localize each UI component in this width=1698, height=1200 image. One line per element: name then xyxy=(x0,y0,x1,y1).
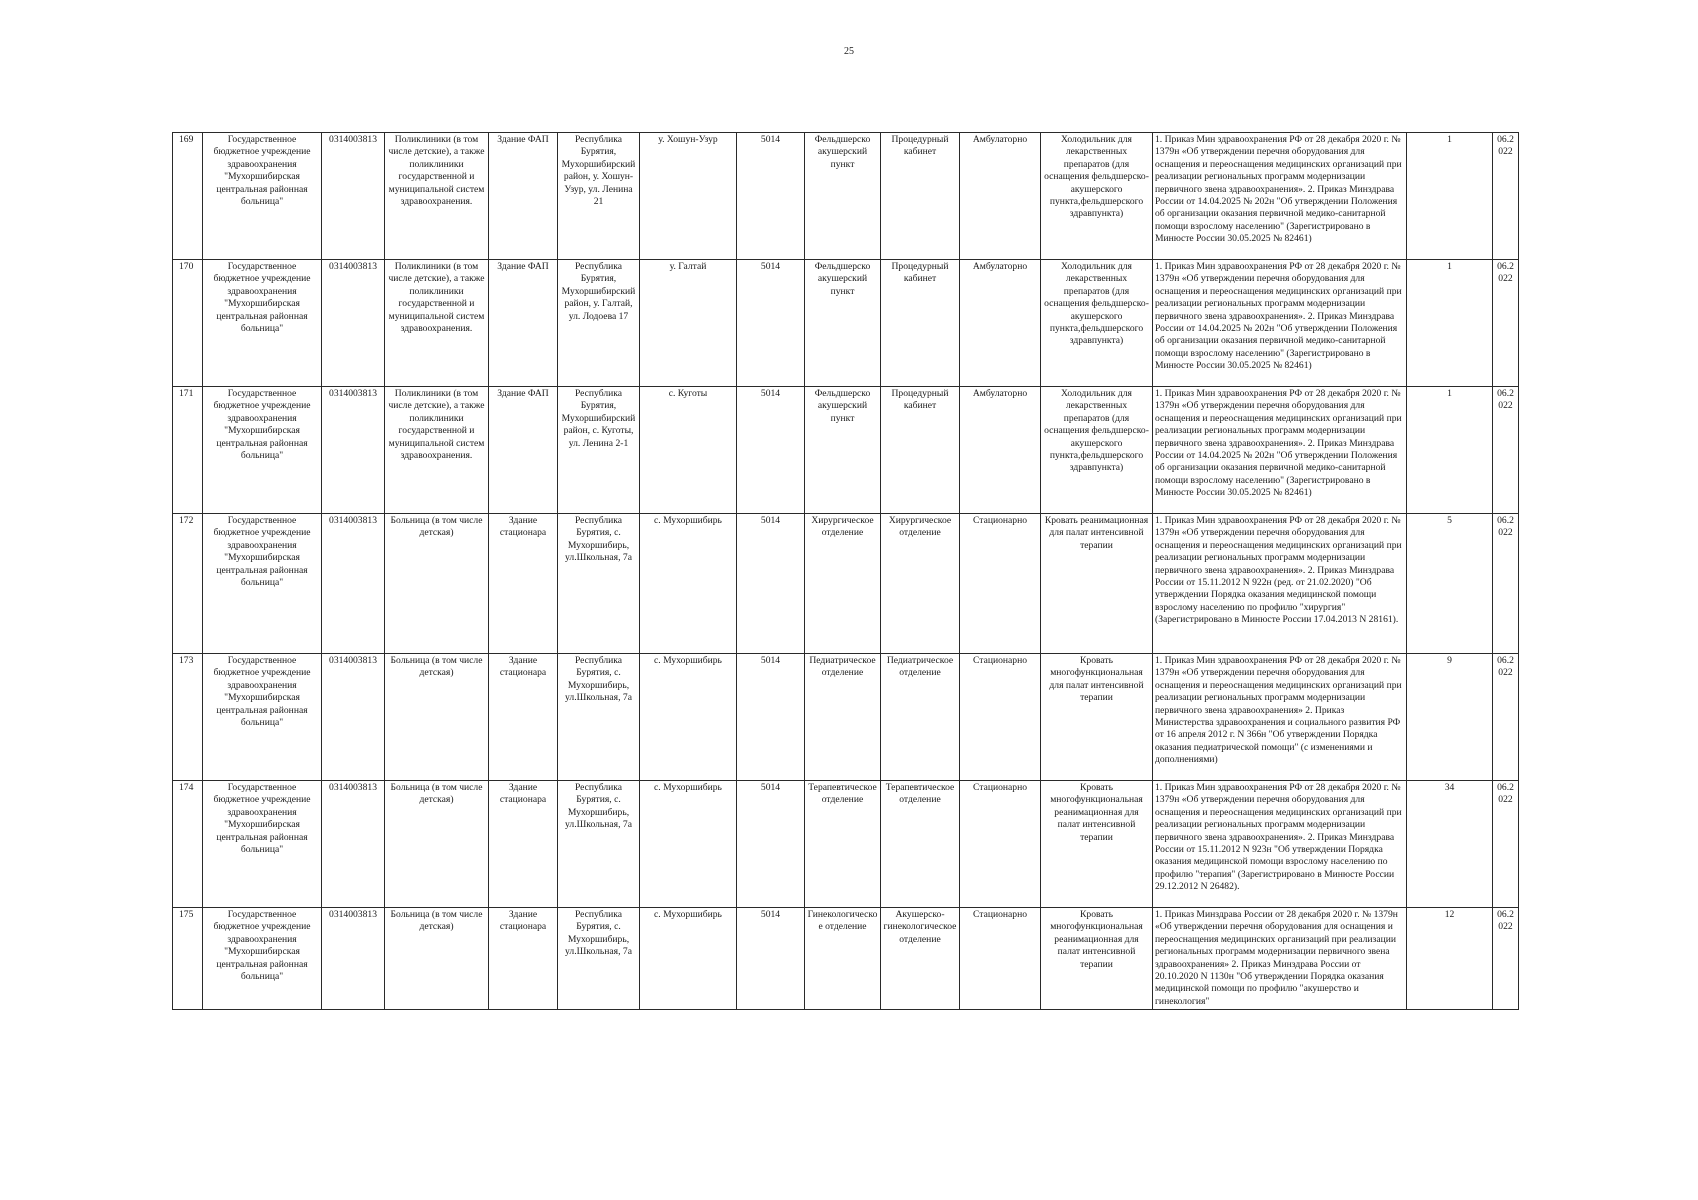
cell-equipment: Кровать многофункциональная реанимационная для палат интенсивной терапии xyxy=(1041,781,1153,908)
cell-num: 169 xyxy=(173,133,203,260)
cell-locality: с. Мухоршибирь xyxy=(640,781,737,908)
cell-inn: 0314003813 xyxy=(322,133,385,260)
equipment-table xyxy=(172,132,1519,1010)
cell-unit: Фельдшерско акушерский пункт xyxy=(805,260,881,387)
table-row xyxy=(173,133,1519,260)
cell-basis: 1. Приказ Мин здравоохранения РФ от 28 декабря 2020 г. № 1379н «Об утверждении перечня оборудования для оснащения и переоснащения медицинских организаций при реализации региональных программ модернизации первичного звена здравоохранения». 2. Приказ Минздрава России от 14.04.2025 № 202н "Об утверждении Положения об организации оказания первичной медико-санитарной помощи взрослому населению" (Зарегистрировано в Минюсте России 30.05.2025 № 82461) xyxy=(1153,133,1407,260)
cell-room: Процедурный кабинет xyxy=(881,133,960,260)
cell-org: Государственное бюджетное учреждение здравоохранения "Мухоршибирская центральная районная больница" xyxy=(203,654,322,781)
cell-date: 06.2022 xyxy=(1493,781,1519,908)
cell-equipment: Кровать многофункциональная реанимационная для палат интенсивной терапии xyxy=(1041,908,1153,1010)
cell-locality: у. Галтай xyxy=(640,260,737,387)
cell-building: Здание стационара xyxy=(489,781,558,908)
cell-building: Здание стационара xyxy=(489,654,558,781)
cell-room: Педиатрическое отделение xyxy=(881,654,960,781)
cell-building: Здание ФАП xyxy=(489,260,558,387)
cell-qty: 12 xyxy=(1407,908,1493,1010)
cell-num: 173 xyxy=(173,654,203,781)
cell-equipment: Кровать многофункциональная для палат интенсивной терапии xyxy=(1041,654,1153,781)
cell-code: 5014 xyxy=(737,260,805,387)
cell-room: Хирургическое отделение xyxy=(881,514,960,654)
cell-org: Государственное бюджетное учреждение здравоохранения "Мухоршибирская центральная районная больница" xyxy=(203,260,322,387)
cell-basis: 1. Приказ Мин здравоохранения РФ от 28 декабря 2020 г. № 1379н «Об утверждении перечня оборудования для оснащения и переоснащения медицинских организаций при реализации региональных программ модернизации первичного звена здравоохранения». 2. Приказ Минздрава России от 14.04.2025 № 202н "Об утверждении Положения об организации оказания первичной медико-санитарной помощи взрослому населению" (Зарегистрировано в Минюсте России 30.05.2025 № 82461) xyxy=(1153,260,1407,387)
cell-type: Больница (в том числе детская) xyxy=(385,908,489,1010)
cell-unit: Фельдшерско акушерский пункт xyxy=(805,387,881,514)
cell-qty: 1 xyxy=(1407,260,1493,387)
cell-address: Республика Бурятия, с. Мухоршибирь, ул.Школьная, 7а xyxy=(558,514,640,654)
cell-inn: 0314003813 xyxy=(322,387,385,514)
table-row xyxy=(173,260,1519,387)
cell-locality: с. Мухоршибирь xyxy=(640,654,737,781)
cell-room: Терапевтическое отделение xyxy=(881,781,960,908)
cell-date: 06.2022 xyxy=(1493,514,1519,654)
cell-equipment: Холодильник для лекарственных препаратов (для оснащения фельдшерско-акушерского пункта,фельдшерского здравпункта) xyxy=(1041,133,1153,260)
cell-code: 5014 xyxy=(737,781,805,908)
cell-building: Здание ФАП xyxy=(489,133,558,260)
cell-date: 06.2022 xyxy=(1493,654,1519,781)
cell-unit: Хирургическое отделение xyxy=(805,514,881,654)
cell-num: 172 xyxy=(173,514,203,654)
cell-inn: 0314003813 xyxy=(322,654,385,781)
cell-org: Государственное бюджетное учреждение здравоохранения "Мухоршибирская центральная районная больница" xyxy=(203,514,322,654)
cell-qty: 1 xyxy=(1407,133,1493,260)
cell-address: Республика Бурятия, с. Мухоршибирь, ул.Школьная, 7а xyxy=(558,908,640,1010)
cell-inn: 0314003813 xyxy=(322,260,385,387)
cell-org: Государственное бюджетное учреждение здравоохранения "Мухоршибирская центральная районная больница" xyxy=(203,387,322,514)
cell-room: Процедурный кабинет xyxy=(881,387,960,514)
cell-num: 174 xyxy=(173,781,203,908)
cell-inn: 0314003813 xyxy=(322,514,385,654)
cell-building: Здание стационара xyxy=(489,908,558,1010)
cell-type: Больница (в том числе детская) xyxy=(385,654,489,781)
cell-address: Республика Бурятия, Мухоршибирский район, с. Куготы, ул. Ленина 2-1 xyxy=(558,387,640,514)
cell-unit: Гинекологическое отделение xyxy=(805,908,881,1010)
cell-unit: Фельдшерско акушерский пункт xyxy=(805,133,881,260)
cell-num: 171 xyxy=(173,387,203,514)
page-number: 25 xyxy=(844,46,854,57)
cell-basis: 1. Приказ Мин здравоохранения РФ от 28 декабря 2020 г. № 1379н «Об утверждении перечня оборудования для оснащения и переоснащения медицинских организаций при реализации региональных программ модернизации первичного звена здравоохранения» 2. Приказ Министерства здравоохранения и социального развития РФ от 16 апреля 2012 г. N 366н "Об утверждении Порядка оказания педиатрической помощи" (с изменениями и дополнениями) xyxy=(1153,654,1407,781)
cell-equipment: Кровать реанимационная для палат интенсивной терапии xyxy=(1041,514,1153,654)
cell-org: Государственное бюджетное учреждение здравоохранения "Мухоршибирская центральная районная больница" xyxy=(203,908,322,1010)
cell-date: 06.2022 xyxy=(1493,260,1519,387)
cell-basis: 1. Приказ Мин здравоохранения РФ от 28 декабря 2020 г. № 1379н «Об утверждении перечня оборудования для оснащения и переоснащения медицинских организаций при реализации региональных программ модернизации первичного звена здравоохранения». 2. Приказ Минздрава России от 15.11.2012 N 923н "Об утверждении Порядка оказания медицинской помощи взрослому населению по профилю "терапия" (Зарегистрировано в Минюсте России 29.12.2012 N 26482). xyxy=(1153,781,1407,908)
cell-code: 5014 xyxy=(737,387,805,514)
cell-code: 5014 xyxy=(737,654,805,781)
cell-address: Республика Бурятия, с. Мухоршибирь, ул.Школьная, 7а xyxy=(558,654,640,781)
cell-qty: 9 xyxy=(1407,654,1493,781)
cell-basis: 1. Приказ Мин здравоохранения РФ от 28 декабря 2020 г. № 1379н «Об утверждении перечня оборудования для оснащения и переоснащения медицинских организаций при реализации региональных программ модернизации первичного звена здравоохранения». 2. Приказ Минздрава России от 15.11.2012 N 922н (ред. от 21.02.2020) "Об утверждении Порядка оказания медицинской помощи взрослому населению по профилю "хирургия" (Зарегистрировано в Минюсте России 17.04.2013 N 28161). xyxy=(1153,514,1407,654)
table-body xyxy=(173,133,1519,1010)
cell-locality: с. Мухоршибирь xyxy=(640,908,737,1010)
cell-code: 5014 xyxy=(737,133,805,260)
cell-type: Больница (в том числе детская) xyxy=(385,781,489,908)
cell-org: Государственное бюджетное учреждение здравоохранения "Мухоршибирская центральная районная больница" xyxy=(203,133,322,260)
cell-type: Больница (в том числе детская) xyxy=(385,514,489,654)
cell-mode: Амбулаторно xyxy=(960,133,1041,260)
cell-mode: Стационарно xyxy=(960,908,1041,1010)
cell-num: 170 xyxy=(173,260,203,387)
cell-mode: Амбулаторно xyxy=(960,387,1041,514)
cell-qty: 5 xyxy=(1407,514,1493,654)
cell-locality: у. Хошун-Узур xyxy=(640,133,737,260)
cell-building: Здание стационара xyxy=(489,514,558,654)
cell-code: 5014 xyxy=(737,908,805,1010)
cell-equipment: Холодильник для лекарственных препаратов (для оснащения фельдшерско-акушерского пункта,фельдшерского здравпункта) xyxy=(1041,387,1153,514)
table-row xyxy=(173,387,1519,514)
cell-mode: Стационарно xyxy=(960,514,1041,654)
cell-basis: 1. Приказ Мин здравоохранения РФ от 28 декабря 2020 г. № 1379н «Об утверждении перечня оборудования для оснащения и переоснащения медицинских организаций при реализации региональных программ модернизации первичного звена здравоохранения». 2. Приказ Минздрава России от 14.04.2025 № 202н "Об утверждении Положения об организации оказания первичной медико-санитарной помощи взрослому населению" (Зарегистрировано в Минюсте России 30.05.2025 № 82461) xyxy=(1153,387,1407,514)
cell-date: 06.2022 xyxy=(1493,908,1519,1010)
cell-locality: с. Куготы xyxy=(640,387,737,514)
cell-locality: с. Мухоршибирь xyxy=(640,514,737,654)
cell-mode: Стационарно xyxy=(960,654,1041,781)
cell-type: Поликлиники (в том числе детские), а также поликлиники государственной и муниципальной систем здравоохранения. xyxy=(385,260,489,387)
cell-equipment: Холодильник для лекарственных препаратов (для оснащения фельдшерско-акушерского пункта,фельдшерского здравпункта) xyxy=(1041,260,1153,387)
cell-building: Здание ФАП xyxy=(489,387,558,514)
cell-unit: Педиатрическое отделение xyxy=(805,654,881,781)
cell-address: Республика Бурятия, с. Мухоршибирь, ул.Школьная, 7а xyxy=(558,781,640,908)
table-row xyxy=(173,514,1519,654)
cell-org: Государственное бюджетное учреждение здравоохранения "Мухоршибирская центральная районная больница" xyxy=(203,781,322,908)
table-row xyxy=(173,654,1519,781)
cell-mode: Стационарно xyxy=(960,781,1041,908)
table-row xyxy=(173,908,1519,1010)
cell-code: 5014 xyxy=(737,514,805,654)
cell-basis: 1. Приказ Минздрава России от 28 декабря 2020 г. № 1379н «Об утверждении перечня оборудования для оснащения и переоснащения медицинских организаций при реализации региональных программ модернизации первичного звена здравоохранения» 2. Приказ Минздрава России от 20.10.2020 N 1130н "Об утверждении Порядка оказания медицинской помощи по профилю "акушерство и гинекология" xyxy=(1153,908,1407,1010)
cell-num: 175 xyxy=(173,908,203,1010)
cell-room: Процедурный кабинет xyxy=(881,260,960,387)
cell-unit: Терапевтическое отделение xyxy=(805,781,881,908)
cell-address: Республика Бурятия, Мухоршибирский район, у. Хошун-Узур, ул. Ленина 21 xyxy=(558,133,640,260)
cell-inn: 0314003813 xyxy=(322,781,385,908)
table-row xyxy=(173,781,1519,908)
cell-qty: 34 xyxy=(1407,781,1493,908)
cell-date: 06.2022 xyxy=(1493,133,1519,260)
cell-inn: 0314003813 xyxy=(322,908,385,1010)
cell-type: Поликлиники (в том числе детские), а также поликлиники государственной и муниципальной систем здравоохранения. xyxy=(385,387,489,514)
cell-qty: 1 xyxy=(1407,387,1493,514)
cell-address: Республика Бурятия, Мухоршибирский район, у. Галтай, ул. Лодоева 17 xyxy=(558,260,640,387)
cell-mode: Амбулаторно xyxy=(960,260,1041,387)
cell-type: Поликлиники (в том числе детские), а также поликлиники государственной и муниципальной систем здравоохранения. xyxy=(385,133,489,260)
cell-room: Акушерско-гинекологическое отделение xyxy=(881,908,960,1010)
cell-date: 06.2022 xyxy=(1493,387,1519,514)
